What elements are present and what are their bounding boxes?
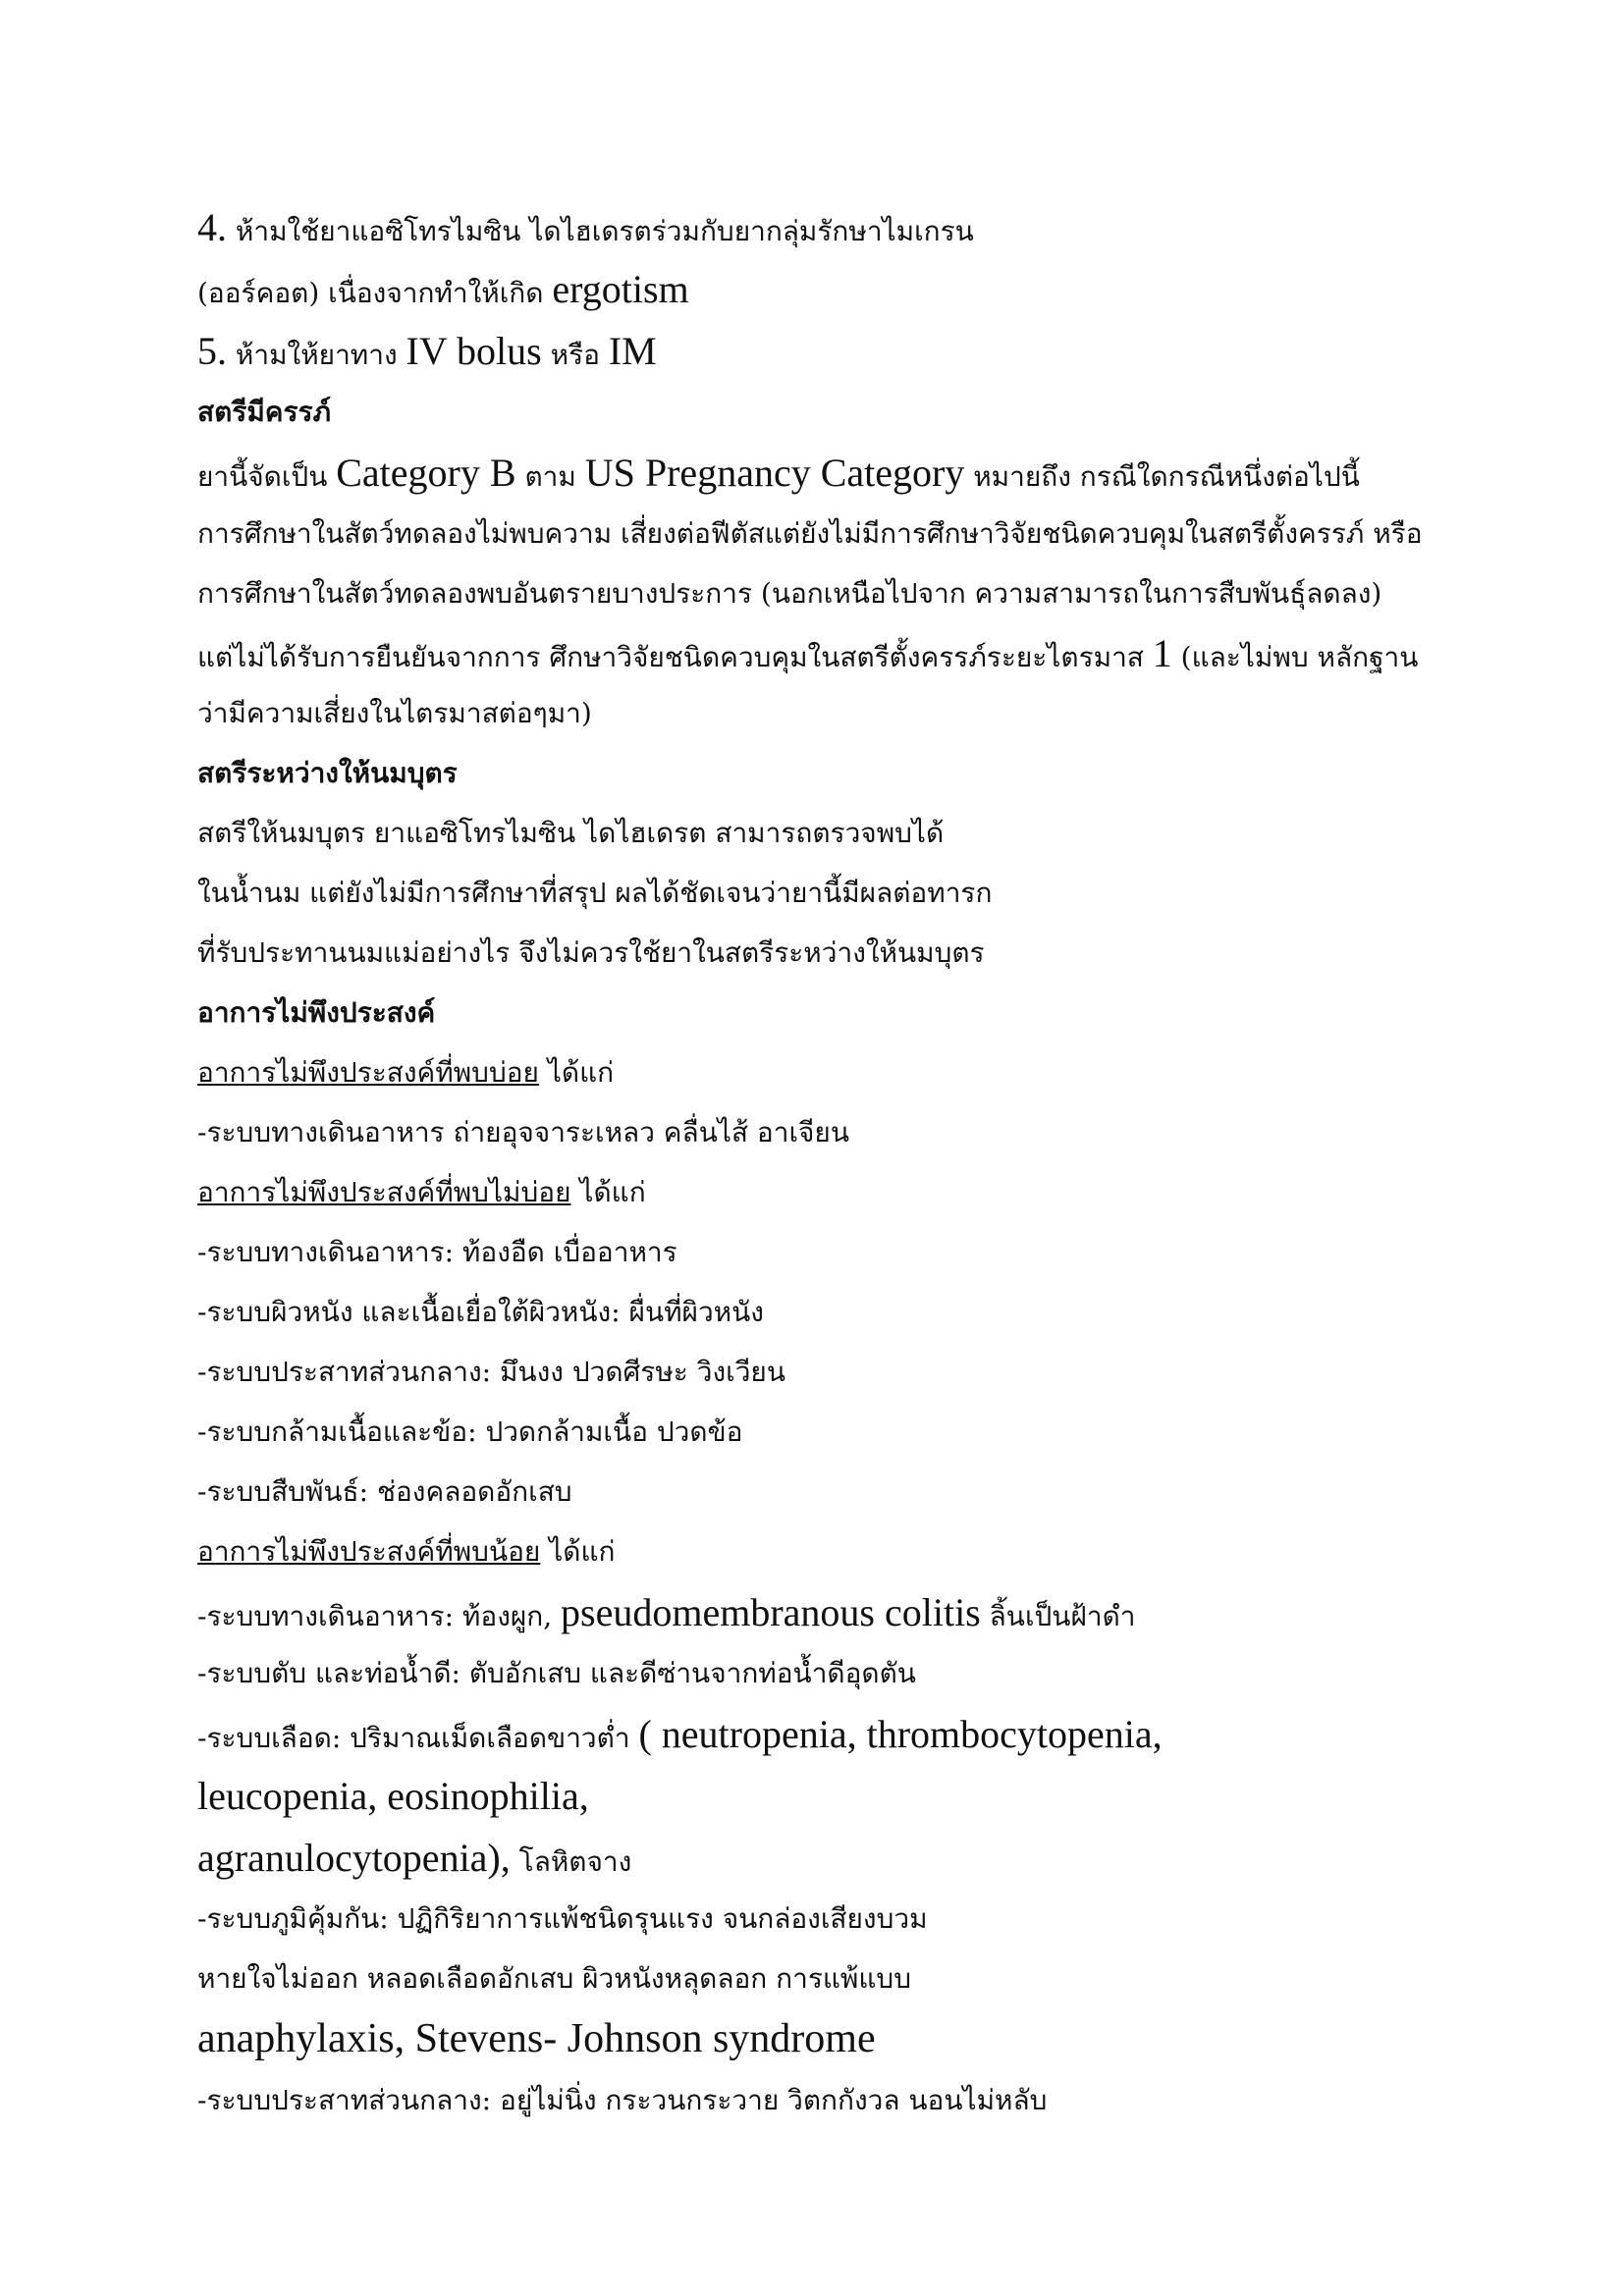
- term-category-b: Category B: [336, 451, 516, 495]
- item-number: 5.: [197, 329, 227, 373]
- item-text: หรือ: [541, 339, 609, 371]
- list-item-cont: [197, 1765, 1474, 1827]
- subheading-uncommon: [197, 1162, 1474, 1222]
- term-us-pregnancy-category: US Pregnancy Category: [584, 451, 965, 495]
- paragraph-text: แต่ไม่ได้รับการยืนยันจากการ ศึกษาวิจัยชนิดควบคุมในสตรีตั้งครรภ์ระยะไตรมาส: [197, 641, 1153, 673]
- term-blood-disorders: ( neutropenia, thrombocytopenia,: [638, 1712, 1163, 1756]
- item-number: 4.: [197, 205, 227, 249]
- list-item: [197, 1703, 1474, 1765]
- contraindication-item-4: [197, 196, 1474, 258]
- pregnancy-paragraph-line: [197, 442, 1474, 504]
- term-blood-disorders: agranulocytopenia),: [197, 1836, 511, 1880]
- term-ergotism: ergotism: [552, 267, 689, 311]
- heading-adverse-effects: อาการไม่พึงประสงค์: [197, 996, 436, 1029]
- trimester-number: 1: [1152, 631, 1172, 675]
- pregnancy-paragraph-line: [197, 623, 1474, 683]
- list-item-cont: [197, 1827, 1474, 1889]
- list-item: -ระบบทางเดินอาหาร ถ่ายอุจจาระเหลว คลื่นไส้ อาเจียน: [197, 1116, 849, 1148]
- item-text: ห้ามใช้ยาแอซิโทรไมซิน ไดไฮเดรตร่วมกับยากลุ่มรักษาไมเกรน: [227, 215, 974, 247]
- pregnancy-paragraph-line: การศึกษาในสัตว์ทดลองไม่พบความ เสี่ยงต่อฟีตัสแต่ยังไม่มีการศึกษาวิจัยชนิดควบคุมในสตรีตั้งครรภ์ หรือ: [197, 517, 1423, 550]
- list-item-text: โลหิตจาง: [510, 1845, 632, 1878]
- item-text: ห้ามให้ยาทาง: [227, 339, 406, 371]
- subheading-label: อาการไม่พึงประสงค์ที่พบไม่บ่อย: [197, 1176, 571, 1208]
- list-item: -ระบบสืบพันธ์: ช่องคลอดอักเสบ: [197, 1475, 572, 1508]
- subheading-suffix: ได้แก่: [570, 1176, 646, 1208]
- list-item: [197, 1581, 1474, 1643]
- term-blood-disorders: leucopenia, eosinophilia,: [197, 1774, 589, 1818]
- list-item: -ระบบผิวหนัง และเนื้อเยื่อใต้ผิวหนัง: ผื่นที่ผิวหนัง: [197, 1296, 764, 1328]
- paragraph-text: หมายถึง กรณีใดกรณีหนึ่งต่อไปนี้: [964, 460, 1360, 493]
- paragraph-text: ยานี้จัดเป็น: [197, 460, 337, 493]
- heading-pregnancy: สตรีมีครรภ์: [197, 396, 332, 428]
- subheading-rare: [197, 1522, 1474, 1581]
- subheading-common: [197, 1042, 1474, 1102]
- pregnancy-paragraph-line: การศึกษาในสัตว์ทดลองพบอันตรายบางประการ (นอกเหนือไปจาก ความสามารถในการสืบพันธุ์ลดลง): [197, 577, 1382, 610]
- list-item: -ระบบทางเดินอาหาร: ท้องอืด เบื่ออาหาร: [197, 1236, 677, 1268]
- contraindication-item-5: [197, 320, 1474, 382]
- subheading-suffix: ได้แก่: [540, 1535, 616, 1568]
- pregnancy-paragraph-line: ว่ามีความเสี่ยงในไตรมาสต่อๆมา): [197, 697, 592, 729]
- contraindication-item-4-cont: [197, 258, 1474, 320]
- list-item: -ระบบประสาทส่วนกลาง: มึนงง ปวดศีรษะ วิงเวียน: [197, 1356, 785, 1388]
- paragraph-text: ตาม: [515, 460, 585, 493]
- paragraph-text: (และไม่พบ หลักฐาน: [1171, 641, 1419, 673]
- list-item-cont: หายใจไม่ออก หลอดเลือดอักเสบ ผิวหนังหลุดลอก การแพ้แบบ: [197, 1962, 911, 1995]
- subheading-label: อาการไม่พึงประสงค์ที่พบน้อย: [197, 1535, 541, 1568]
- document-page: [197, 196, 1474, 2130]
- list-item-text: -ระบบทางเดินอาหาร: ท้องผูก,: [197, 1600, 562, 1632]
- list-item: -ระบบภูมิคุ้มกัน: ปฏิกิริยาการแพ้ชนิดรุนแรง จนกล่องเสียงบวม: [197, 1902, 928, 1935]
- breastfeeding-paragraph-line: สตรีให้นมบุตร ยาแอซิโทรไมซิน ไดไฮเดรต สามารถตรวจพบได้: [197, 817, 945, 849]
- term-iv-bolus: IV bolus: [406, 329, 542, 373]
- list-item-cont: [197, 2008, 1474, 2070]
- heading-breastfeeding: สตรีระหว่างให้นมบุตร: [197, 757, 458, 789]
- list-item: -ระบบตับ และท่อน้ำดี: ตับอักเสบ และดีซ่านจากท่อน้ำดีอุดตัน: [197, 1657, 916, 1689]
- subheading-suffix: ได้แก่: [538, 1056, 615, 1089]
- list-item-text: ลิ้นเป็นฝ้าดำ: [980, 1600, 1136, 1632]
- term-im: IM: [608, 329, 657, 373]
- list-item-text: -ระบบเลือด: ปริมาณเม็ดเลือดขาวต่ำ: [197, 1722, 639, 1754]
- term-anaphylaxis-sjs: anaphylaxis, Stevens- Johnson syndrome: [197, 2016, 876, 2061]
- list-item: -ระบบกล้ามเนื้อและข้อ: ปวดกล้ามเนื้อ ปวดข้อ: [197, 1415, 743, 1448]
- subheading-label: อาการไม่พึงประสงค์ที่พบบ่อย: [197, 1056, 539, 1089]
- list-item: -ระบบประสาทส่วนกลาง: อยู่ไม่นิ่ง กระวนกระวาย วิตกกังวล นอนไม่หลับ: [197, 2084, 1048, 2116]
- term-pseudomembranous-colitis: pseudomembranous colitis: [561, 1590, 981, 1634]
- item-text: (ออร์คอต) เนื่องจากทำให้เกิด: [197, 277, 553, 309]
- breastfeeding-paragraph-line: ที่รับประทานนมแม่อย่างไร จึงไม่ควรใช้ยาในสตรีระหว่างให้นมบุตร: [197, 936, 985, 969]
- breastfeeding-paragraph-line: ในน้ำนม แต่ยังไม่มีการศึกษาที่สรุป ผลได้ชัดเจนว่ายานี้มีผลต่อทารก: [197, 877, 993, 909]
